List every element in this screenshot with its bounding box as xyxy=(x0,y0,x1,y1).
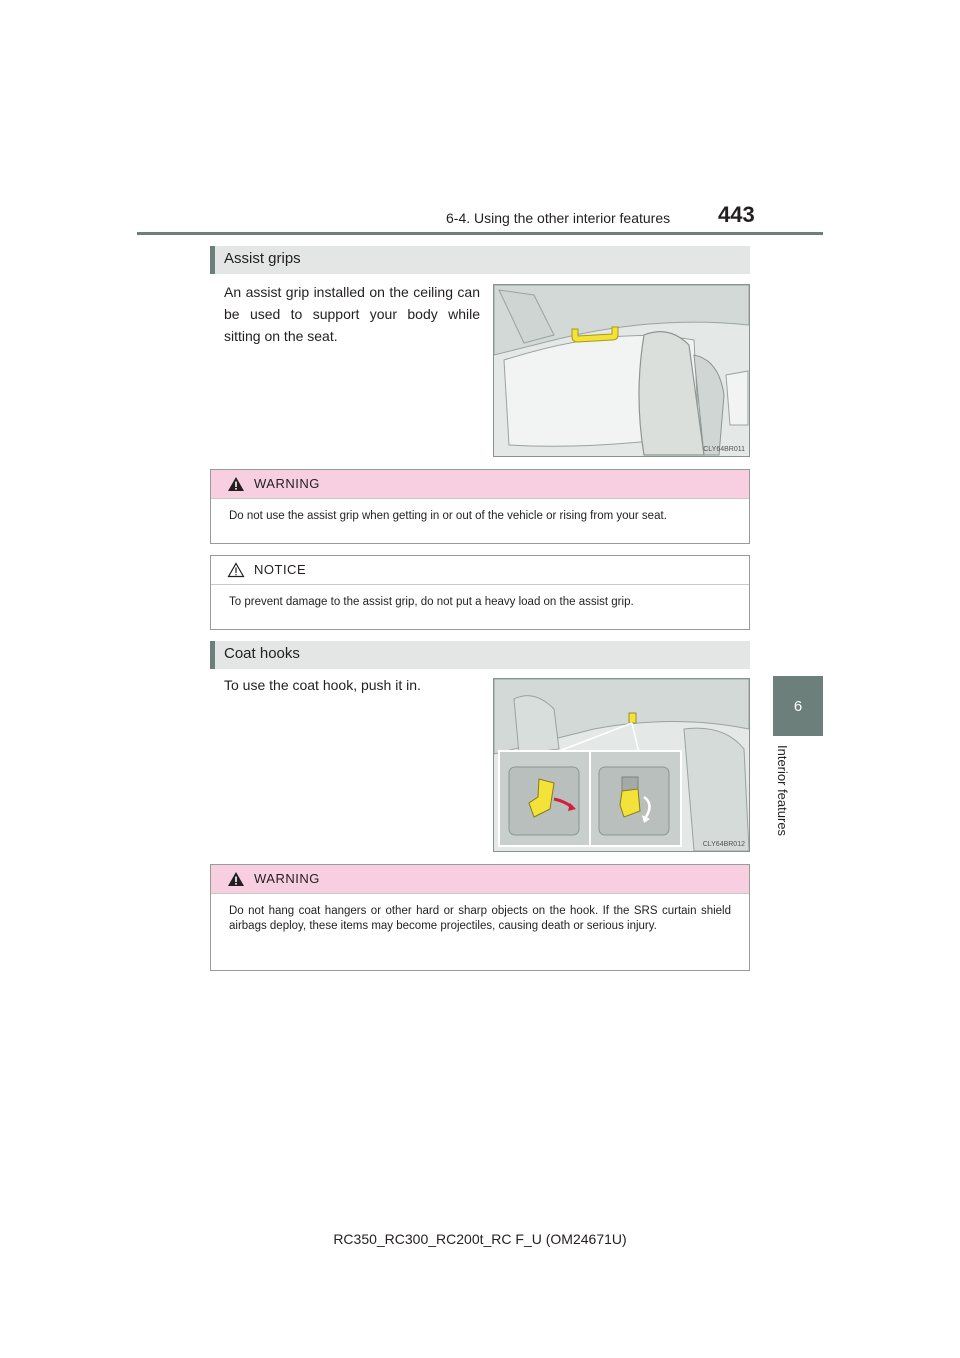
coat-hook-warning-box xyxy=(210,864,750,971)
chapter-tab[interactable] xyxy=(773,676,823,736)
coat-hook-warning-header xyxy=(211,865,749,894)
coat-hook-image-code: CLY64BR012 xyxy=(702,841,745,848)
assist-grip-warning-title: WARNING xyxy=(254,476,320,491)
assist-grips-description: An assist grip installed on the ceiling can be used to support your body while sitting on the seat. xyxy=(224,284,480,344)
warning-icon xyxy=(227,476,245,492)
coat-hooks-title: Coat hooks xyxy=(224,645,300,662)
assist-grip-warning-text: Do not use the assist grip when getting in or out of the vehicle or rising from your seat. xyxy=(229,510,667,522)
coat-hook-warning-text: Do not hang coat hangers or other hard or sharp objects on the hook. If the SRS curtain shield airbags deploy, these items may become projectiles, causing death or serious injury. xyxy=(229,905,731,932)
header-rule xyxy=(137,232,823,235)
assist-grip-notice-text: To prevent damage to the assist grip, do not put a heavy load on the assist grip. xyxy=(229,596,634,608)
page-number: 443 xyxy=(718,202,755,227)
assist-grip-warning-header xyxy=(211,470,749,499)
chapter-label-text: Interior features xyxy=(775,745,790,837)
coat-hook-illustration xyxy=(493,678,750,852)
chapter-label xyxy=(770,745,792,855)
coat-hooks-description: To use the coat hook, push it in. xyxy=(224,677,421,693)
assist-grip-drawing xyxy=(494,285,749,456)
model-footer: RC350_RC300_RC200t_RC F_U (OM24671U) xyxy=(333,1231,627,1247)
assist-grip-notice-box xyxy=(210,555,750,630)
caution-icon xyxy=(227,562,245,578)
coat-hook-drawing xyxy=(494,679,749,851)
assist-grip-image-code: CLY64BR011 xyxy=(703,446,745,453)
assist-grips-title: Assist grips xyxy=(224,250,301,267)
chapter-number: 6 xyxy=(793,697,803,715)
assist-grip-notice-title: NOTICE xyxy=(254,562,307,577)
coat-hooks-heading xyxy=(210,641,750,669)
assist-grip-illustration xyxy=(493,284,750,457)
assist-grip-notice-header xyxy=(211,556,749,585)
section-breadcrumb: 6-4. Using the other interior features xyxy=(446,210,671,226)
coat-hook-warning-title: WARNING xyxy=(254,871,320,886)
assist-grips-heading xyxy=(210,246,750,274)
warning-icon xyxy=(227,871,245,887)
assist-grip-warning-box xyxy=(210,469,750,544)
